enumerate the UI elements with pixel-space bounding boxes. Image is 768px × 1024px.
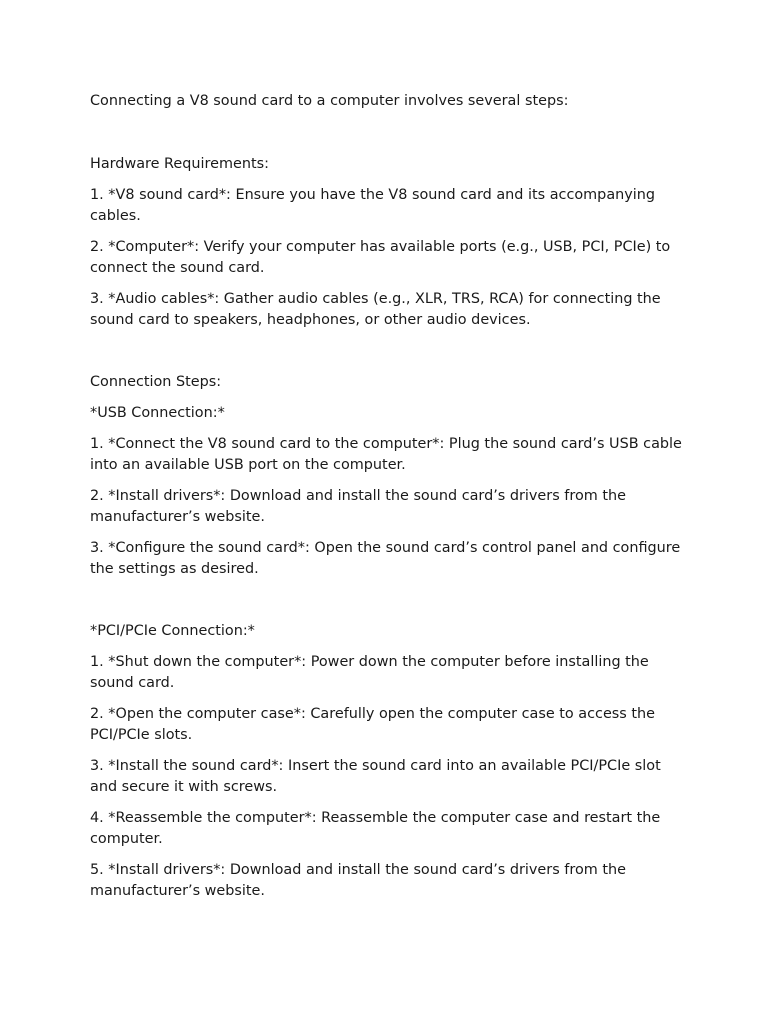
pci-step-shut-down: 1. *Shut down the computer*: Power down the computer before installing the sound card.: [90, 654, 649, 691]
pci-step-install-drivers: 5. *Install drivers*: Download and install the sound card’s drivers from the manufacturer’s website.: [90, 862, 626, 899]
usb-connection-heading: *USB Connection:*: [90, 405, 225, 421]
hardware-item-audio-cables: 3. *Audio cables*: Gather audio cables (e.g., XLR, TRS, RCA) for connecting the sound card to speakers, headphones, or other audio devices.: [90, 291, 661, 328]
usb-step-connect: 1. *Connect the V8 sound card to the computer*: Plug the sound card’s USB cable into an available USB port on the computer.: [90, 436, 682, 473]
usb-step-install-drivers: 2. *Install drivers*: Download and install the sound card’s drivers from the manufacturer’s website.: [90, 488, 626, 525]
intro-paragraph: Connecting a V8 sound card to a computer involves several steps:: [90, 93, 569, 109]
pci-connection-heading: *PCI/PCIe Connection:*: [90, 623, 255, 639]
pci-step-open-case: 2. *Open the computer case*: Carefully open the computer case to access the PCI/PCIe slots.: [90, 706, 655, 743]
hardware-requirements-heading: Hardware Requirements:: [90, 156, 269, 172]
pci-step-install-card: 3. *Install the sound card*: Insert the sound card into an available PCI/PCIe slot and secure it with screws.: [90, 758, 661, 795]
pci-step-reassemble: 4. *Reassemble the computer*: Reassemble the computer case and restart the computer.: [90, 810, 661, 847]
hardware-item-computer: 2. *Computer*: Verify your computer has available ports (e.g., USB, PCI, PCIe) to connect the sound card.: [90, 239, 671, 276]
hardware-item-sound-card: 1. *V8 sound card*: Ensure you have the V8 sound card and its accompanying cables.: [90, 187, 656, 224]
connection-steps-heading: Connection Steps:: [90, 374, 222, 390]
usb-step-configure: 3. *Configure the sound card*: Open the sound card’s control panel and configure the settings as desired.: [90, 540, 681, 577]
